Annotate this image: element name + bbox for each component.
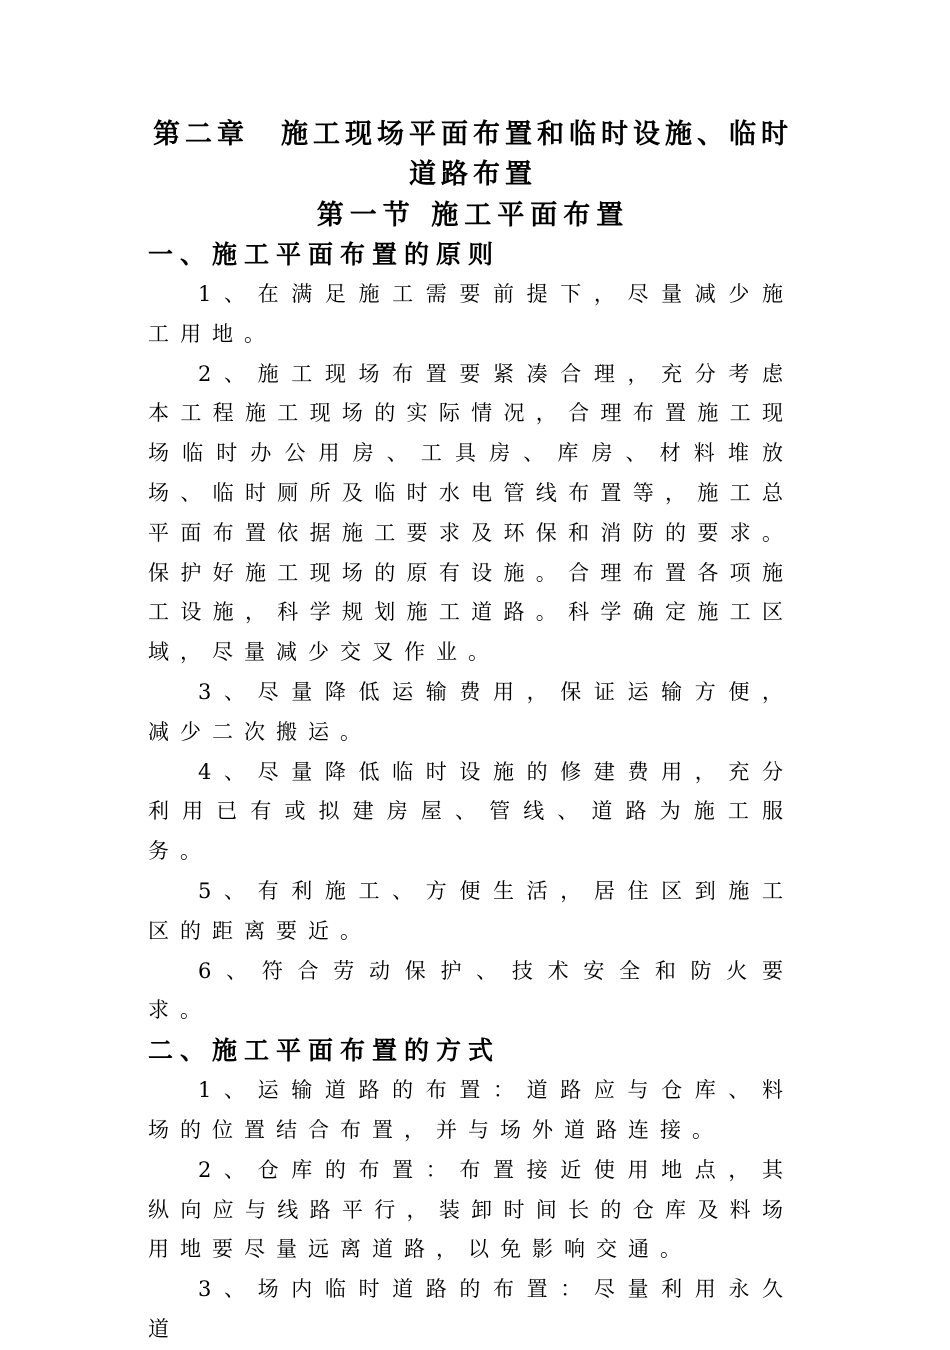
paragraph: 3、场内临时道路的布置：尽量利用永久道 (148, 1277, 794, 1341)
heading-methods: 二、施工平面布置的方式 (148, 1036, 501, 1066)
section-title: 第一节 施工平面布置 (316, 200, 630, 231)
document-body (148, 235, 794, 1350)
paragraph: 2、仓库的布置：布置接近使用地点，其纵向应与线路平行，装卸时间长的仓库及料场用地要尽量远离道路，以免影响交通。 (148, 1157, 794, 1262)
paragraph: 3、尽量降低运输费用，保证运输方便，减少二次搬运。 (148, 679, 794, 744)
heading-principles: 一、施工平面布置的原则 (148, 240, 501, 269)
paragraph: 6、符合劳动保护、技术安全和防火要求。 (148, 958, 794, 1023)
paragraph: 2、施工现场布置要紧凑合理，充分考虑本工程施工现场的实际情况，合理布置施工现场临时办公用房、工具房、库房、材料堆放场、临时厕所及临时水电管线布置等，施工总平面布置依据施工要求及环保和消防的要求。保护好施工现场的原有设施。合理布置各项施工设施，科学规划施工道路。科学确定施工区域，尽量减少交叉作业。 (148, 361, 794, 665)
paragraph: 4、尽量降低临时设施的修建费用，充分利用已有或拟建房屋、管线、道路为施工服务。 (148, 759, 794, 864)
paragraph: 5、有利施工、方便生活，居住区到施工区的距离要近。 (148, 878, 794, 943)
paragraph: 1、在满足施工需要前提下，尽量减少施工用地。 (148, 282, 794, 346)
paragraph: 1、运输道路的布置：道路应与仓库、料场的位置结合布置，并与场外道路连接。 (148, 1078, 794, 1142)
chapter-title: 第二章 施工现场平面布置和临时设施、临时道路布置 (153, 119, 793, 190)
